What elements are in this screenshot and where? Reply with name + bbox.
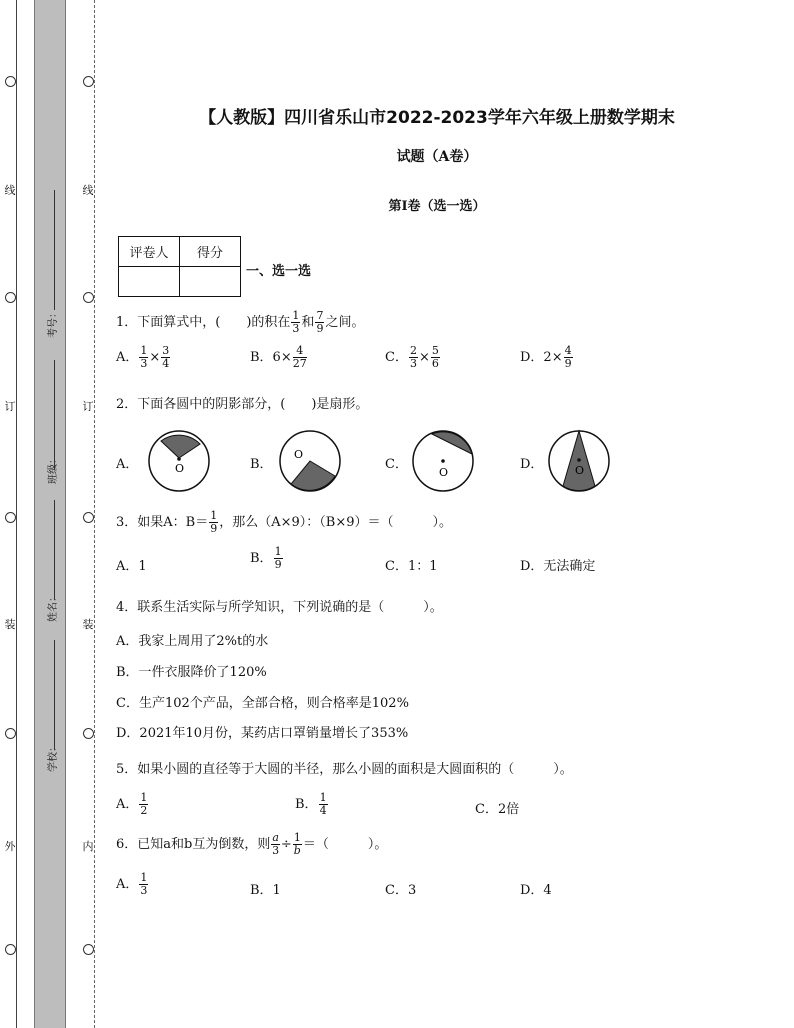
page-title-line2: 试题（A卷） (396, 149, 478, 165)
section-heading: 一、选一选 (246, 264, 312, 279)
field-school: 学校： (48, 742, 59, 772)
score-table-header: 评卷人 (119, 237, 180, 267)
option-a[interactable]: A． (116, 457, 139, 472)
margin-char-outer: 装 (4, 618, 16, 631)
margin-char-inner: 装 (82, 618, 94, 631)
option-b[interactable]: B． $\frac{1}{9}$ (250, 545, 282, 571)
option-c[interactable]: C．2倍 (475, 802, 520, 817)
option-a[interactable]: A． $\frac{1}{2}$ (116, 791, 148, 817)
binding-hole (83, 944, 94, 955)
circle-center-label: O (175, 462, 185, 475)
field-underline (54, 640, 55, 750)
circle-figure-d (548, 430, 610, 492)
fraction: $\frac{1}{b}$ (293, 831, 301, 857)
field-class: 班级： (48, 454, 59, 484)
option-c[interactable]: C．3 (385, 883, 417, 898)
option-b[interactable]: B．1 (250, 883, 281, 898)
option-d[interactable]: D．2021年10月份，某药店口罩销量增长了353% (116, 726, 409, 741)
question-4: 4．联系生活实际与所学知识，下列说确的是（ ）。 (116, 600, 443, 615)
option-c[interactable]: C． (385, 457, 408, 472)
margin-char-outer: 外 (4, 840, 16, 853)
margin-char-outer: 线 (4, 184, 16, 197)
option-b[interactable]: B． $\frac{1}{4}$ (295, 791, 327, 817)
fraction: $\frac{7}{9}$ (316, 309, 324, 335)
binding-hole (5, 292, 16, 303)
binding-hole (5, 512, 16, 523)
binding-hole (83, 292, 94, 303)
circle-center-label: O (439, 466, 449, 479)
page-title: 【人教版】四川省乐山市2022-2023学年六年级上册数学期末 (199, 108, 675, 128)
score-cell[interactable] (180, 267, 241, 297)
question-3: 3．如果A：B＝ $\frac{1}{9}$ ，那么（A×9）：（B×9）＝（ ）。 (116, 509, 452, 535)
field-underline (54, 360, 55, 470)
option-d[interactable]: D． (520, 457, 544, 472)
field-underline (54, 500, 55, 600)
binding-hole (83, 512, 94, 523)
option-b[interactable]: B．一件衣服降价了120% (116, 665, 267, 680)
score-cell[interactable] (119, 267, 180, 297)
option-d[interactable]: D．2× $\frac{4}{9}$ (520, 344, 572, 370)
binding-hole (5, 944, 16, 955)
option-a[interactable]: A．我家上周用了2%t的水 (116, 634, 269, 649)
circle-center-label: O (575, 464, 585, 477)
volume-title: 第I卷（选一选） (388, 199, 486, 214)
circle-center-label: O (294, 448, 304, 461)
question-2: 2．下面各圆中的阴影部分，( )是扇形。 (116, 397, 369, 412)
binding-hole (83, 728, 94, 739)
circle-figure-b (279, 430, 341, 492)
fraction: $\frac{1}{9}$ (210, 509, 218, 535)
option-a[interactable]: A． $\frac{1}{3}$ × $\frac{3}{4}$ (116, 344, 170, 370)
question-1: 1．下面算式中，( )的积在 $\frac{1}{3}$ 和 $\frac{7}{9}$ 之间。 (116, 309, 365, 335)
fraction: $\frac{1}{3}$ (292, 309, 300, 335)
fraction: $\frac{a}{3}$ (272, 831, 280, 857)
binding-hole (83, 76, 94, 87)
field-exam-number: 考号： (48, 308, 59, 338)
option-c[interactable]: C．生产102个产品，全部合格，则合格率是102% (116, 696, 409, 711)
margin-char-inner: 线 (82, 184, 94, 197)
option-d[interactable]: D．4 (520, 883, 552, 898)
margin-char-inner: 订 (82, 400, 94, 413)
score-table (118, 236, 241, 297)
circle-figure-a (148, 430, 210, 492)
option-c[interactable]: C． $\frac{2}{3}$ × $\frac{5}{6}$ (385, 344, 439, 370)
option-a[interactable]: A． $\frac{1}{3}$ (116, 871, 148, 897)
circle-figure-c (412, 430, 474, 492)
question-5: 5．如果小圆的直径等于大圆的半径，那么小圆的面积是大圆面积的（ ）。 (116, 762, 573, 777)
option-b[interactable]: B．6× $\frac{4}{27}$ (250, 344, 307, 370)
option-a[interactable]: A．1 (116, 559, 147, 574)
margin-char-outer: 订 (4, 400, 16, 413)
binding-hole (5, 728, 16, 739)
field-name: 姓名： (48, 592, 59, 622)
option-c[interactable]: C．1：1 (385, 559, 438, 574)
question-6: 6．已知a和b互为倒数，则 $\frac{a}{3}$ ÷ $\frac{1}{b}$ ＝（ ）。 (116, 831, 388, 857)
binding-hole (5, 76, 16, 87)
option-d[interactable]: D．无法确定 (520, 559, 596, 574)
margin-char-inner: 内 (82, 840, 94, 853)
option-b[interactable]: B． (250, 457, 273, 472)
score-table-header: 得分 (180, 237, 241, 267)
